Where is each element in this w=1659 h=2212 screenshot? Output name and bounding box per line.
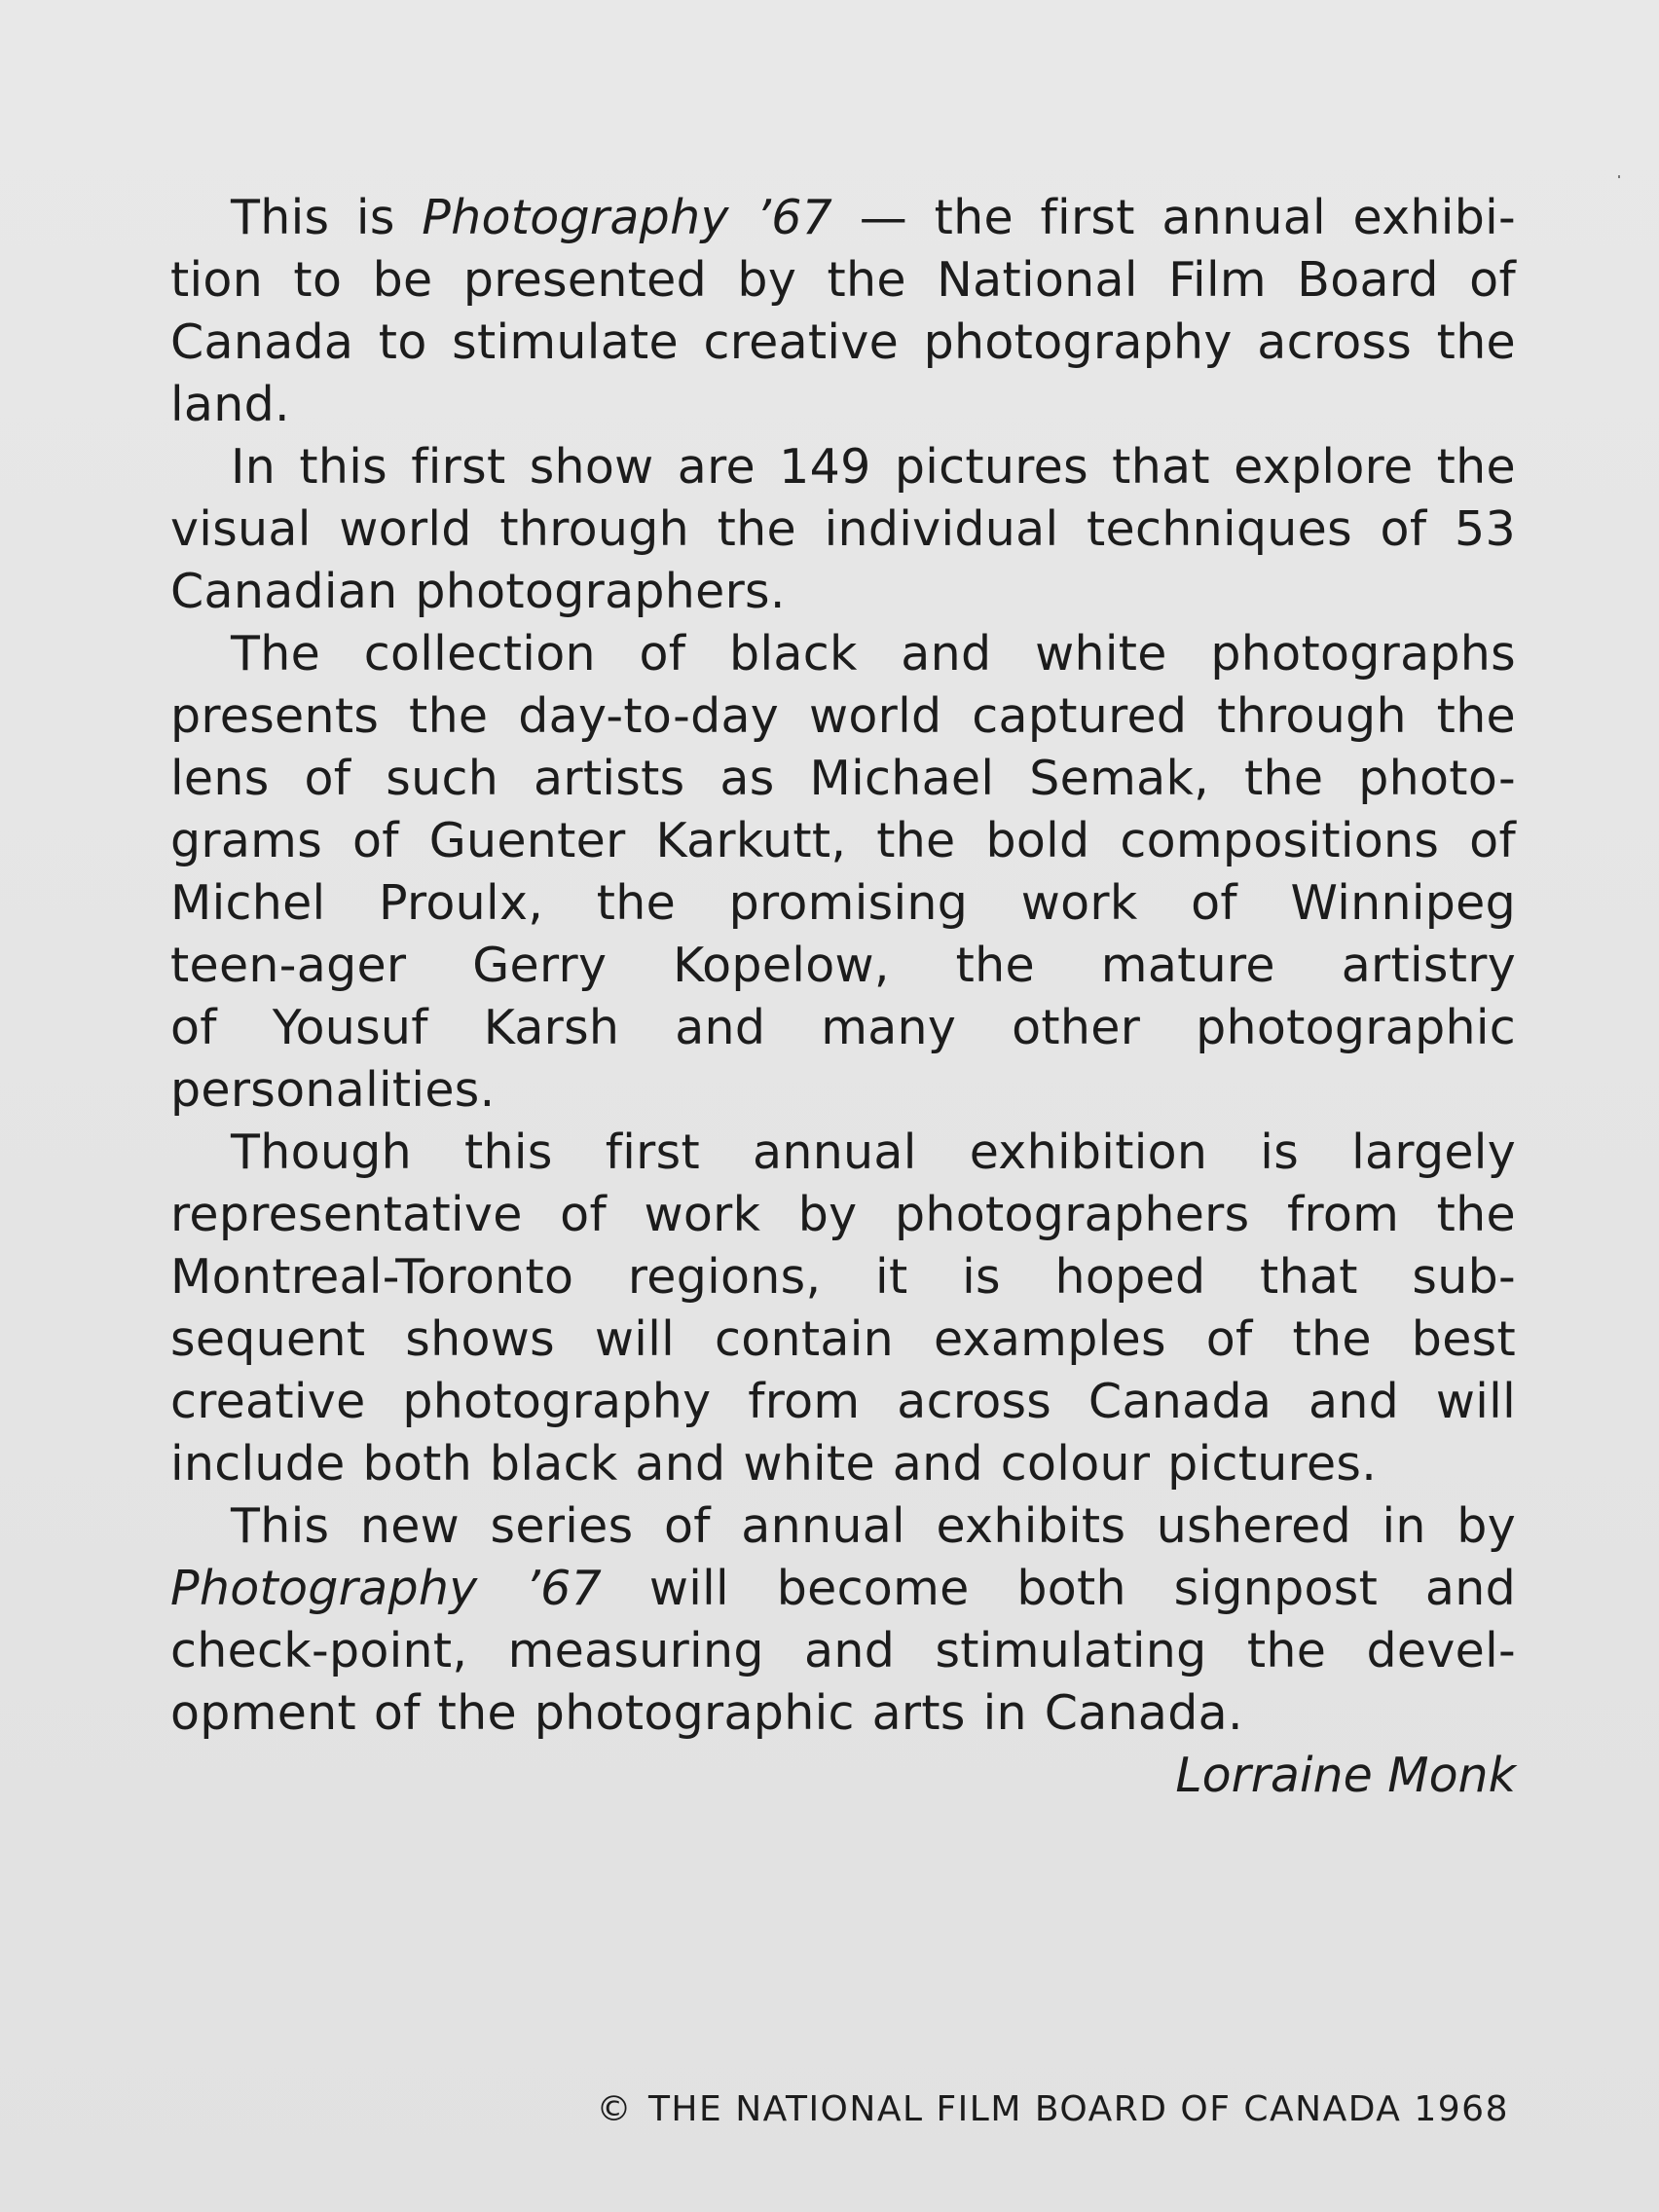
- text-line: This new series of annual exhibits ushered in by: [231, 1498, 1516, 1554]
- text-line: tion to be presented by the National Film Board of: [170, 252, 1516, 308]
- exhibition-title: Photography ’67: [170, 1561, 603, 1616]
- text-line: Though this first annual exhibition is largely: [231, 1124, 1516, 1180]
- text-line: lens of such artists as Michael Semak, the photo-: [170, 751, 1516, 806]
- text-line: of Yousuf Karsh and many other photographic: [170, 1000, 1516, 1055]
- text-line: personalities.: [170, 1062, 496, 1118]
- text-line: [170, 187, 1516, 249]
- text-line: [170, 1558, 1516, 1620]
- author-signature: Lorraine Monk: [1175, 1748, 1516, 1803]
- text-run: — the first annual exhibi-: [832, 190, 1516, 245]
- text-line: The collection of black and white photographs: [231, 626, 1516, 682]
- text-line: land.: [170, 377, 290, 432]
- copyright-icon: ©: [596, 2089, 633, 2129]
- paragraph-collection: [170, 623, 1516, 1122]
- text-line: Michel Proulx, the promising work of Winnipeg: [170, 875, 1516, 931]
- text-line: representative of work by photographers from the: [170, 1187, 1516, 1242]
- copyright-notice: [477, 2089, 1509, 2129]
- text-line: creative photography from across Canada and will: [170, 1374, 1516, 1429]
- text-line: check-point, measuring and stimulating the devel-: [170, 1623, 1516, 1678]
- article-body: [170, 187, 1516, 1807]
- text-line: Montreal-Toronto regions, it is hoped that sub-: [170, 1249, 1516, 1305]
- text-line: In this first show are 149 pictures that explore the: [231, 439, 1516, 495]
- text-line: Canadian photographers.: [170, 564, 786, 619]
- paragraph-representation: [170, 1122, 1516, 1495]
- paper-speck: [1618, 175, 1620, 178]
- exhibition-title: Photography ’67: [422, 190, 833, 245]
- text-line: opment of the photographic arts in Canada.: [170, 1685, 1243, 1741]
- text-line: grams of Guenter Karkutt, the bold compositions of: [170, 813, 1516, 868]
- text-line: include both black and white and colour pictures.: [170, 1436, 1378, 1492]
- copyright-text: THE NATIONAL FILM BOARD OF CANADA 1968: [647, 2089, 1509, 2129]
- paragraph-intro: [170, 187, 1516, 436]
- paragraph-first-show: [170, 436, 1516, 623]
- text-line: teen-ager Gerry Kopelow, the mature artistry: [170, 938, 1516, 993]
- text-line: presents the day-to-day world captured through the: [170, 688, 1516, 744]
- text-run: will become both signpost and: [602, 1561, 1516, 1616]
- text-line: visual world through the individual techniques of 53: [170, 501, 1516, 557]
- text-run: This is: [231, 190, 423, 245]
- text-line: Canada to stimulate creative photography across the: [170, 314, 1516, 370]
- paragraph-series: [170, 1495, 1516, 1745]
- text-line: sequent shows will contain examples of the best: [170, 1311, 1516, 1367]
